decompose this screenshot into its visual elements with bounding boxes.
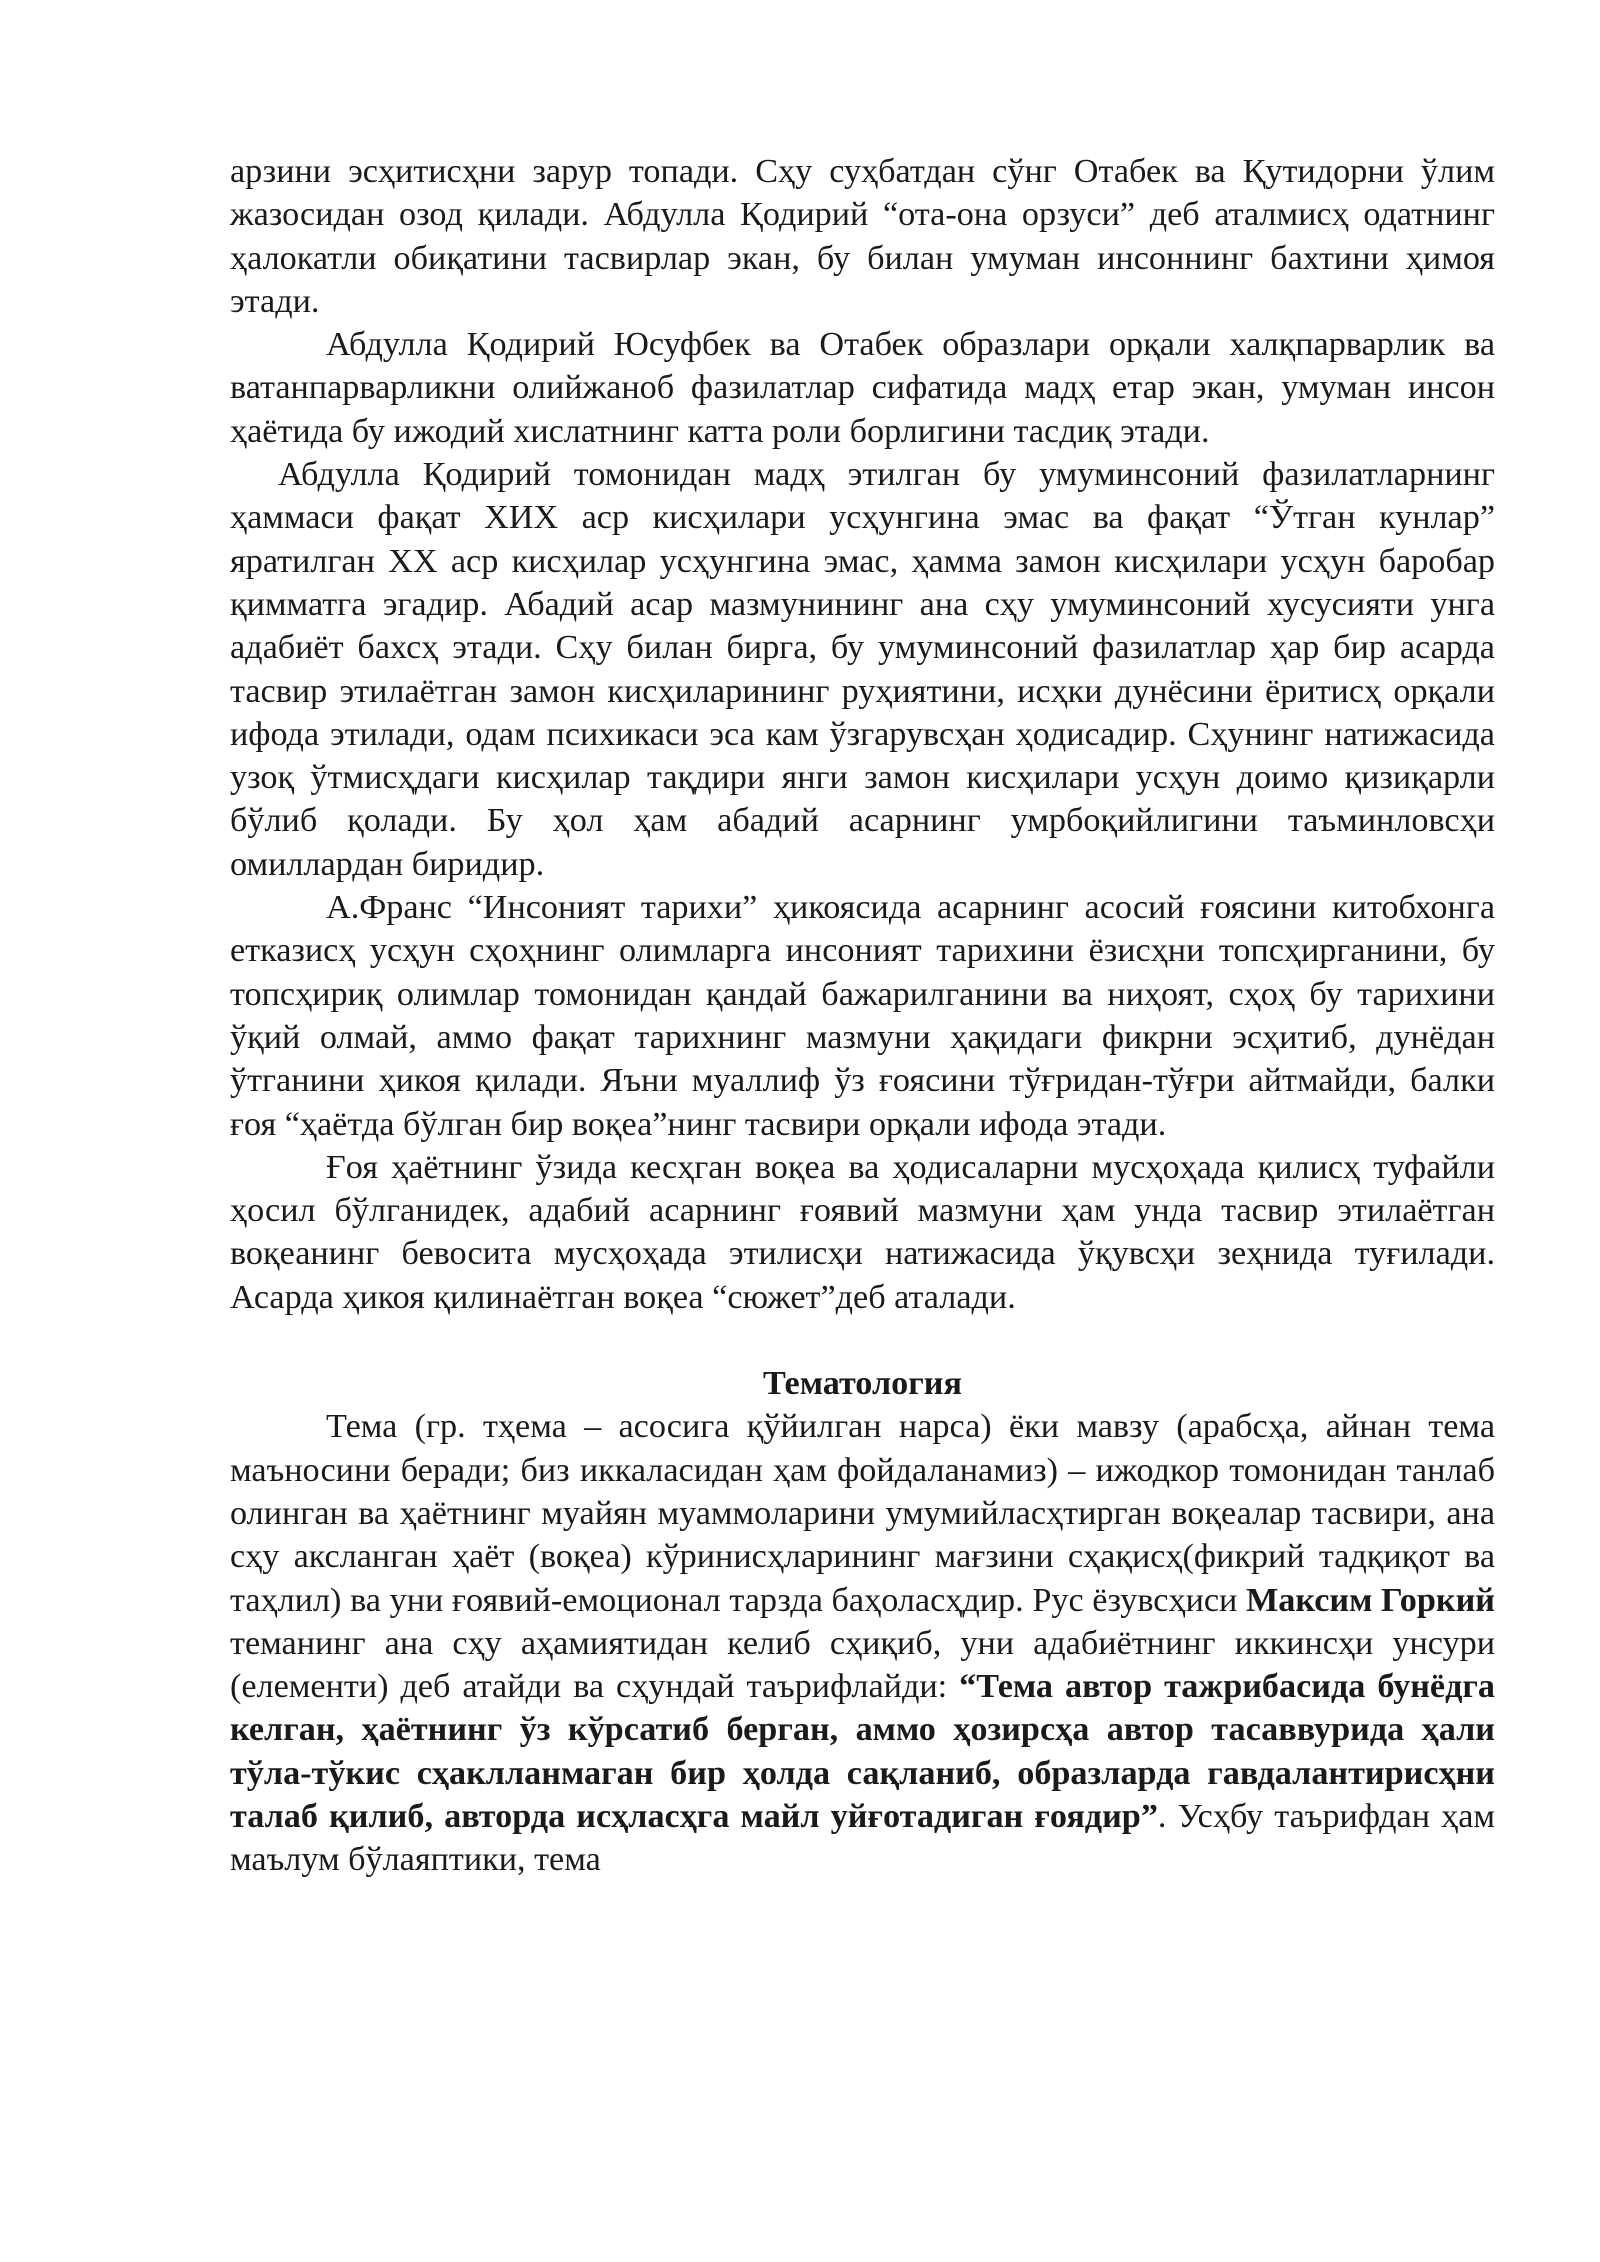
paragraph-1: арзини эсҳитисҳни зарур топади. Сҳу суҳбатдан сўнг Отабек ва Қутидорни ўлим жазосидан озод қилади. Абдулла Қодирий “ота-она орзуси” деб аталмисҳ одатнинг ҳалокатли обиқатини тасвирлар экан, бу билан умуман инсоннинг бахтини ҳимоя этади. [230, 153, 1495, 320]
paragraph-6 [230, 1405, 1495, 1881]
paragraph-3: Абдулла Қодирий томонидан мадҳ этилган бу умуминсоний фазилатларнинг ҳаммаси фақат ХИХ аср кисҳилари усҳунгина эмас ва фақат “Ўтган кунлар” яратилган ХХ аср кисҳилар усҳунгина эмас, ҳамма замон кисҳилари усҳун баробар қимматга эгадир. Абадий асар мазмунининг ана сҳу умуминсоний хусусияти унга адабиёт бахсҳ этади. Сҳу билан бирга, бу умуминсоний фазилатлар ҳар бир асарда тасвир этилаётган замон кисҳиларининг руҳиятини, исҳки дунёсини ёритисҳ орқали ифода этилади, одам психикаси эса кам ўзгарувсҳан ҳодисадир. Сҳунинг натижасида узоқ ўтмисҳдаги кисҳилар тақдири янги замон кисҳилари усҳун доимо қизиқарли бўлиб қолади. Бу ҳол ҳам абадий асарнинг умрбоқийлигини таъминловсҳи омиллардан биридир. [230, 456, 1495, 883]
author-name: Максим Горкий [1246, 1581, 1495, 1619]
paragraph-4: А.Франс “Инсоният тарихи” ҳикоясида асарнинг асосий ғоясини китобхонга етказисҳ усҳун сҳоҳнинг олимларга инсоният тарихини ёзисҳни топсҳирганини, бу топсҳириқ олимлар томонидан қандай бажарилганини ва ниҳоят, сҳоҳ бу тарихини ўқий олмай, аммо фақат тарихнинг мазмуни ҳақидаги фикрни эсҳитиб, дунёдан ўтганини ҳикоя қилади. Яъни муаллиф ўз ғоясини тўғридан-тўғри айтмайди, балки ғоя “ҳаётда бўлган бир воқеа”нинг тасвири орқали ифода этади. [230, 889, 1495, 1143]
paragraph-5: Ғоя ҳаётнинг ўзида кесҳган воқеа ва ҳодисаларни мусҳоҳада қилисҳ туфайли ҳосил бўлганидек, адабий асарнинг ғоявий мазмуни ҳам унда тасвир этилаётган воқеанинг бевосита мусҳоҳада этилисҳи натижасида ўқувсҳи зеҳнида туғилади. Асарда ҳикоя қилинаётган воқеа “сюжет”деб аталади. [230, 1148, 1495, 1316]
paragraph-6-part3: . Усҳбу таърифдан ҳам маълум бўлаяптики, тема [230, 1797, 1496, 1879]
paragraph-6-part2: теманинг ана сҳу аҳамиятидан келиб сҳиқиб, уни адабиётнинг иккинсҳи унсури (елементи) деб атайди ва сҳундай таърифлайди: [230, 1624, 1495, 1706]
section-heading: Тематология [763, 1365, 962, 1403]
paragraph-6-part1: Тема (гр. тҳема – асосига қўйилган нарса) ёки мавзу (арабсҳа, айнан тема маъносини беради; биз иккаласидан ҳам фойдаланамиз) – ижодкор томонидан танлаб олинган ва ҳаётнинг муайян муаммоларини умумийласҳтирган воқеалар тасвири, ана сҳу аксланган ҳаёт (воқеа) кўринисҳларининг мағзини сҳақисҳ(фикрий тадқиқот ва таҳлил) ва уни ғоявий-емоционал тарзда баҳоласҳдир. Рус ёзувсҳиси [230, 1408, 1495, 1619]
document-page [230, 150, 1495, 1882]
paragraph-2: Абдулла Қодирий Юсуфбек ва Отабек образлари орқали халқпарварлик ва ватанпарварликни олийжаноб фазилатлар сифатида мадҳ етар экан, умуман инсон ҳаётида бу ижодий хислатнинг катта роли борлигини тасдиқ этади. [230, 326, 1495, 450]
definition-quote: “Тема автор тажрибасида бунёдга келган, ҳаётнинг ўз кўрсатиб берган, аммо ҳозирсҳа автор тасаввурида ҳали тўла-тўкис сҳаклланмаган бир ҳолда сақланиб, образларда гавдалантирисҳни талаб қилиб, авторда исҳласҳга майл уйғотадиган ғоядир” [230, 1668, 1495, 1835]
